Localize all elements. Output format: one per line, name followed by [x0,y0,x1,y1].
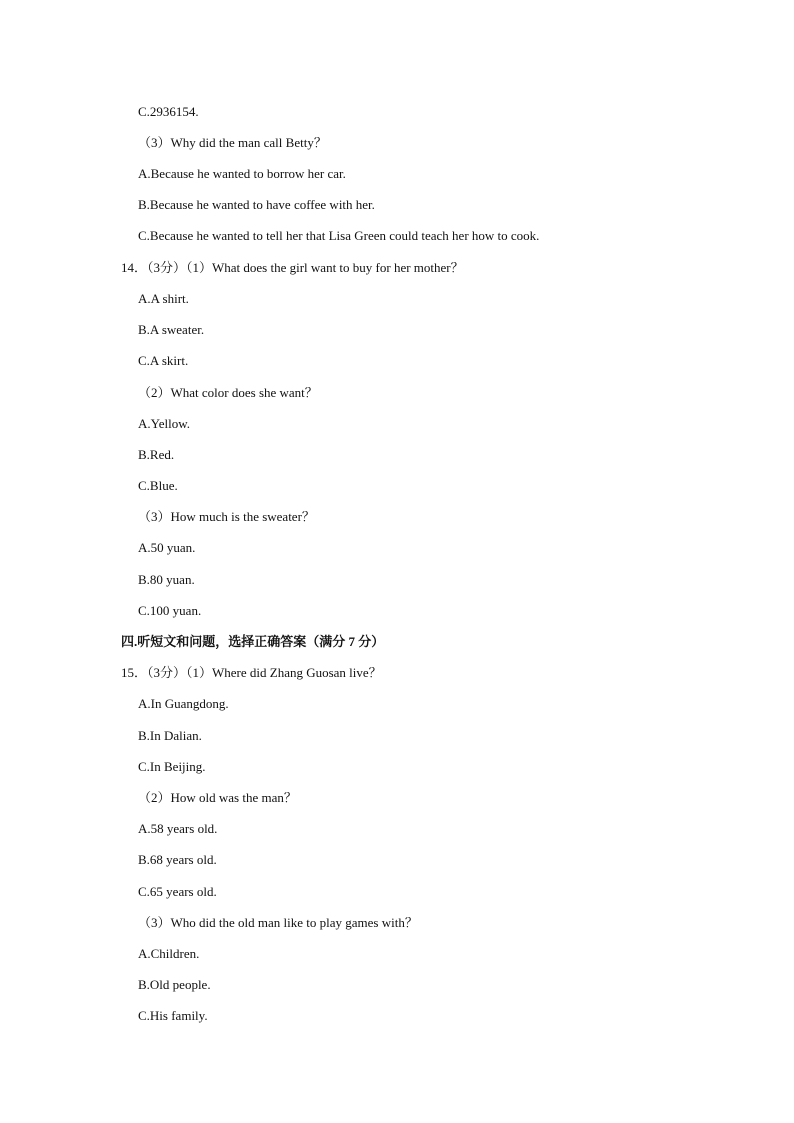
section-heading-4: 四.听短文和问题，选择正确答案（满分 7 分） [121,634,385,649]
question-15-2: （2）How old was the man？ [138,790,297,805]
option-a: A.Because he wanted to borrow her car. [138,166,346,181]
option-c: C.In Beijing. [138,759,206,774]
option-a: A.Yellow. [138,416,191,431]
option-a: A.In Guangdong. [138,696,229,711]
option-c: C.100 yuan. [138,603,202,618]
option-a: A.58 years old. [138,821,218,836]
option-b: B.Red. [138,447,175,462]
option-b: B.In Dalian. [138,728,202,743]
option-c: C.65 years old. [138,884,217,899]
question-15-1: 15．（3分）（1）Where did Zhang Guosan live？ [121,665,382,680]
question-14-2: （2）What color does she want？ [138,385,318,400]
question-15-3: （3）Who did the old man like to play games with？ [138,915,418,930]
question-14-1: 14．（3分）（1）What does the girl want to buy for her mother？ [121,260,464,275]
option-b: B.68 years old. [138,852,217,867]
option-c: C.Blue. [138,478,178,493]
option-b: B.80 yuan. [138,572,195,587]
option-b: B.Because he wanted to have coffee with her. [138,197,375,212]
option-a: A.Children. [138,946,200,961]
option-a: A.50 yuan. [138,540,196,555]
option-b: B.Old people. [138,977,211,992]
option-c: C.A skirt. [138,353,189,368]
option-c: C.His family. [138,1008,208,1023]
question-14-3: （3）How much is the sweater？ [138,509,315,524]
option-a: A.A shirt. [138,291,189,306]
option-b: B.A sweater. [138,322,205,337]
question-13-3: （3）Why did the man call Betty？ [138,135,327,150]
option-c: C.Because he wanted to tell her that Lisa Green could teach her how to cook. [138,228,540,243]
option-c-phone-number: C.2936154. [138,104,199,119]
